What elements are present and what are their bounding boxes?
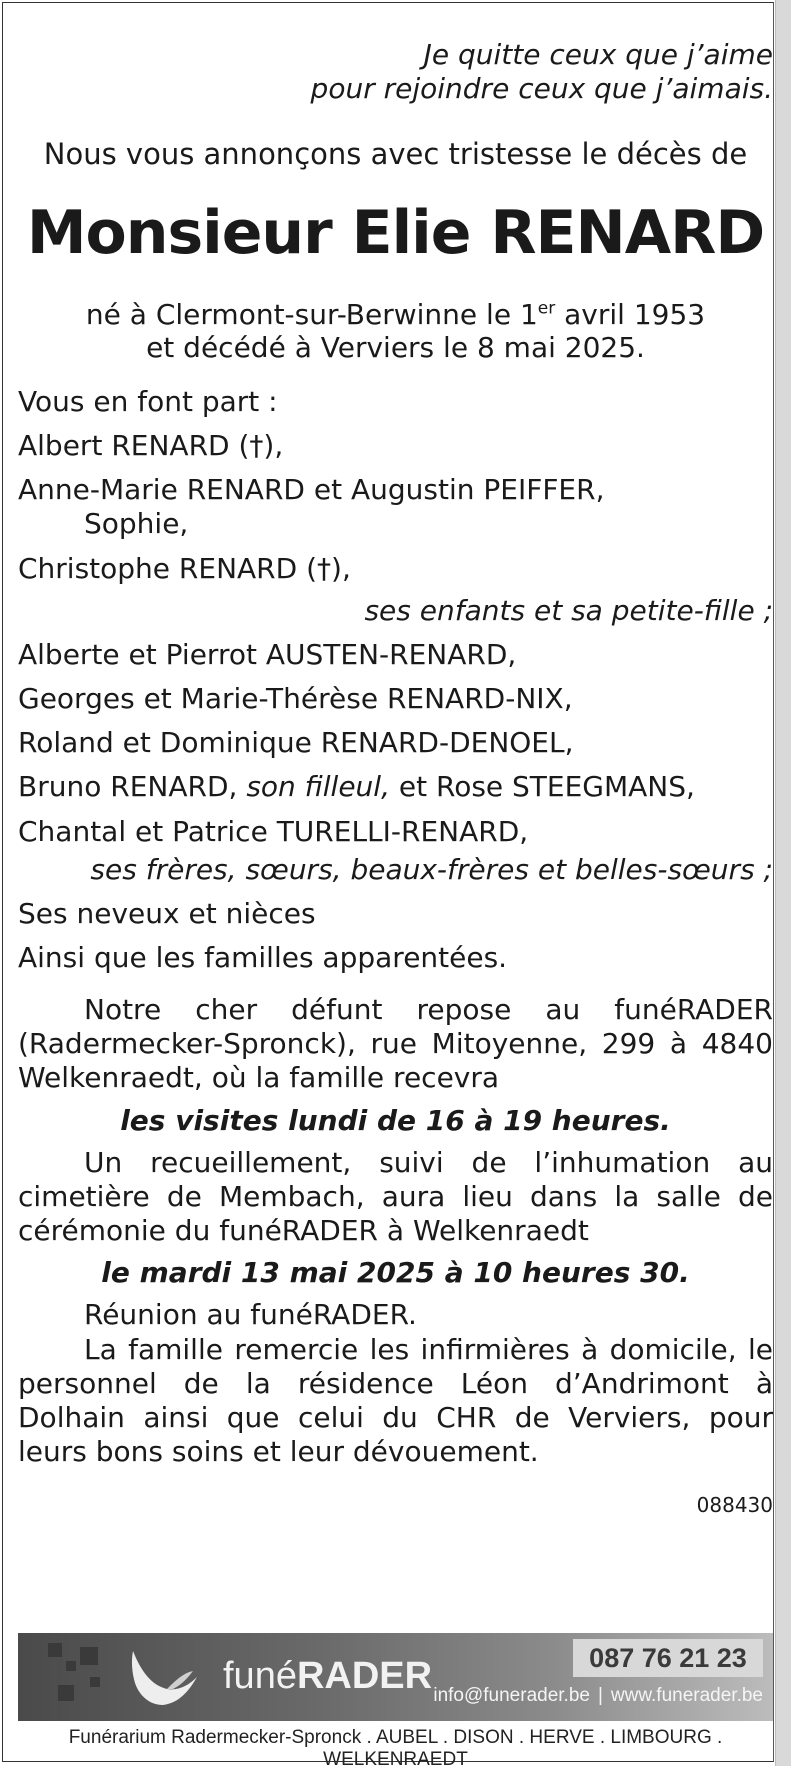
family-line: Georges et Marie-Thérèse RENARD-NIX,: [18, 682, 573, 716]
side-strip: [775, 0, 791, 1766]
family-line: Ses neveux et nièces: [18, 896, 316, 930]
family-intro: Vous en font part :: [18, 384, 278, 418]
family-line: Alberte et Pierrot AUSTEN-RENARD,: [18, 637, 517, 671]
ceremony-paragraph: Un recueillement, suivi de l’inhumation au cimetière de Membach, aura lieu dans la salle de cérémonie du funéRADER à Welkenraedt: [18, 1145, 773, 1248]
death-line: et décédé à Verviers le 8 mai 2025.: [146, 331, 645, 365]
family-line: Bruno RENARD, son filleul, et Rose STEEGMANS,: [18, 770, 695, 804]
family-line: Albert RENARD (†),: [18, 429, 284, 463]
family-line: Ainsi que les familles apparentées.: [18, 940, 508, 974]
quote: [18, 38, 773, 105]
family-line: Roland et Dominique RENARD-DENOEL,: [18, 726, 574, 760]
separator: |: [597, 1685, 603, 1706]
quote-line-1: Je quitte ceux que j’aime: [423, 38, 773, 71]
thanks-paragraph: La famille remercie les infirmières à domicile, le personnel de la résidence Léon d’Andrimont à Dolhain ainsi que celui du CHR de Verviers, pour leurs bons soins et leur dévouement.: [18, 1332, 773, 1468]
deceased-name: Monsieur Elie RENARD: [26, 197, 765, 268]
repose-paragraph: Notre cher défunt repose au funéRADER (Radermecker-Spronck), rue Mitoyenne, 299 à 4840 Welkenraedt, où la famille recevra: [18, 993, 773, 1095]
funeral-home-banner: [18, 1633, 773, 1721]
ceremony-time: le mardi 13 mai 2025 à 10 heures 30.: [101, 1256, 690, 1290]
family-relation: ses frères, sœurs, beaux-frères et belles-sœurs ;: [90, 852, 773, 886]
family-line: Sophie,: [84, 507, 189, 541]
family-line: Chantal et Patrice TURELLI-RENARD,: [18, 814, 529, 848]
phone-number[interactable]: 087 76 21 23: [573, 1639, 763, 1677]
quote-line-2: pour rejoindre ceux que j’aimais.: [310, 71, 773, 105]
dove-logo-icon: [123, 1641, 203, 1711]
birth-line: né à Clermont-sur-Berwinne le 1er avril 1953: [85, 297, 706, 331]
family-list: [18, 385, 773, 975]
obituary-content: [18, 38, 773, 1518]
life-dates: [18, 298, 773, 365]
website-link[interactable]: www.funerader.be: [610, 1685, 763, 1706]
family-line: Anne-Marie RENARD et Augustin PEIFFER,: [18, 473, 605, 507]
brand-logo: funéRADER: [223, 1655, 433, 1697]
contact-links: [433, 1685, 763, 1707]
email-link[interactable]: info@funerader.be: [433, 1685, 590, 1706]
announcement: Nous vous annonçons avec tristesse le décès de: [43, 137, 748, 172]
reference-number: 088430: [696, 1493, 773, 1518]
reunion-paragraph: Réunion au funéRADER.: [84, 1298, 417, 1332]
family-relation: ses enfants et sa petite-fille ;: [364, 593, 773, 627]
visits-time: les visites lundi de 16 à 19 heures.: [120, 1103, 671, 1137]
footer-locations: Funérarium Radermecker-Spronck . AUBEL . DISON . HERVE . LIMBOURG . WELKENRAEDT: [68, 1727, 723, 1770]
family-line: Christophe RENARD (†),: [18, 551, 351, 585]
